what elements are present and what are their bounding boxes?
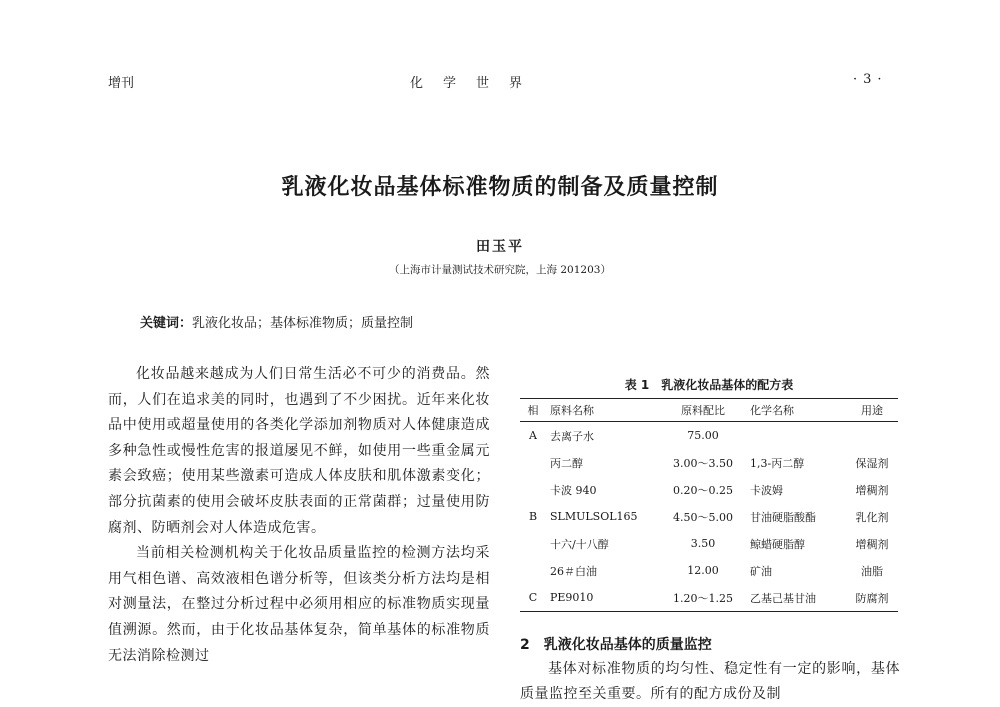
body-left-column [108, 362, 490, 669]
cell-chemical: 矿油 [750, 564, 772, 578]
cell-chemical: 1,3-丙二醇 [750, 456, 805, 470]
keywords-line [140, 312, 413, 331]
cell-use: 增稠剂 [855, 537, 889, 551]
table-row [520, 476, 898, 503]
cell-phase: C [528, 591, 538, 604]
cell-ratio: 0.20～0.25 [673, 483, 733, 497]
affiliation: （上海市计量测试技术研究院，上海 201203） [389, 264, 611, 276]
cell-material: 丙二醇 [550, 456, 583, 470]
formula-table [520, 398, 898, 612]
cell-use: 油脂 [861, 564, 883, 578]
page-number: ·3· [853, 72, 888, 87]
table-caption: 表 1 乳液化妆品基体的配方表 [624, 378, 794, 392]
cell-use [846, 422, 898, 450]
journal-name: 化学世界 [410, 76, 543, 91]
cell-chemical: 甘油硬脂酸酯 [750, 510, 816, 524]
cell-phase: A [529, 429, 537, 442]
table-row [520, 584, 898, 612]
table-row [520, 422, 898, 450]
table-row [520, 530, 898, 557]
cell-ratio: 1.20～1.25 [673, 591, 733, 605]
keywords-label: 关键词： [140, 316, 193, 331]
running-head-left: 增刊 [108, 76, 135, 91]
header-ratio: 原料配比 [662, 399, 744, 422]
header-phase: 相 [520, 399, 546, 422]
cell-material: 26＃白油 [550, 564, 597, 578]
header-chemical: 化学名称 [744, 399, 846, 422]
cell-chemical: 鲸蜡硬脂醇 [750, 537, 805, 551]
cell-ratio: 75.00 [687, 429, 719, 442]
cell-use: 增稠剂 [855, 483, 889, 497]
cell-phase: B [528, 510, 538, 523]
body-paragraph: 化妆品越来越成为人们日常生活必不可少的消费品。然而，人们在追求美的同时，也遇到了不少困扰。近年来化妆品中使用或超量使用的各类化学添加剂物质对人体健康造成多种急性或慢性危害的报道屡见不鲜，如使用一些重金属元素会致癌；使用某些激素可造成人体皮肤和肌体激素变化；部分抗菌素的使用会破坏皮肤表面的正常菌群；过量使用防腐剂、防晒剂会对人体造成危害。 [108, 366, 490, 536]
cell-ratio: 4.50～5.00 [673, 510, 733, 524]
cell-ratio: 3.00～3.50 [673, 456, 733, 470]
cell-phase [520, 557, 546, 584]
article-title: 乳液化妆品基体标准物质的制备及质量控制 [281, 175, 719, 200]
keywords-text: 乳液化妆品；基体标准物质；质量控制 [192, 316, 414, 331]
section-heading: 2 乳液化妆品基体的质量监控 [520, 637, 712, 653]
cell-ratio: 12.00 [687, 564, 719, 577]
cell-use: 保湿剂 [855, 456, 889, 470]
cell-material: PE9010 [550, 591, 594, 604]
table-row [520, 449, 898, 476]
cell-phase [520, 449, 546, 476]
table-row [520, 503, 898, 530]
cell-material: 十六/十八醇 [550, 537, 609, 551]
cell-ratio: 3.50 [690, 537, 716, 550]
cell-material: 卡波 940 [550, 483, 597, 497]
cell-chemical [744, 422, 846, 450]
author: 田玉平 [476, 239, 524, 255]
cell-chemical: 卡波姆 [750, 483, 783, 497]
cell-material: 去离子水 [550, 429, 594, 443]
section-paragraph: 基体对标准物质的均匀性、稳定性有一定的影响，基体质量监控至关重要。所有的配方成份及制 [520, 661, 900, 702]
header-material: 原料名称 [546, 399, 662, 422]
header-use: 用途 [846, 399, 898, 422]
cell-use: 防腐剂 [855, 591, 889, 605]
body-paragraph: 当前相关检测机构关于化妆品质量监控的检测方法均采用气相色谱、高效液相色谱分析等，但该类分析方法均是相对测量法，在整过分析过程中必须用相应的标准物质实现量值溯源。然而，由于化妆品基体复杂，简单基体的标准物质无法消除检测过 [108, 545, 490, 664]
table-row [520, 557, 898, 584]
cell-material: SLMULSOL165 [550, 510, 638, 523]
cell-phase [520, 476, 546, 503]
cell-chemical: 乙基己基甘油 [750, 591, 816, 605]
section-body [520, 657, 900, 707]
cell-use: 乳化剂 [855, 510, 889, 524]
table-header-row [520, 399, 898, 422]
cell-phase [520, 530, 546, 557]
